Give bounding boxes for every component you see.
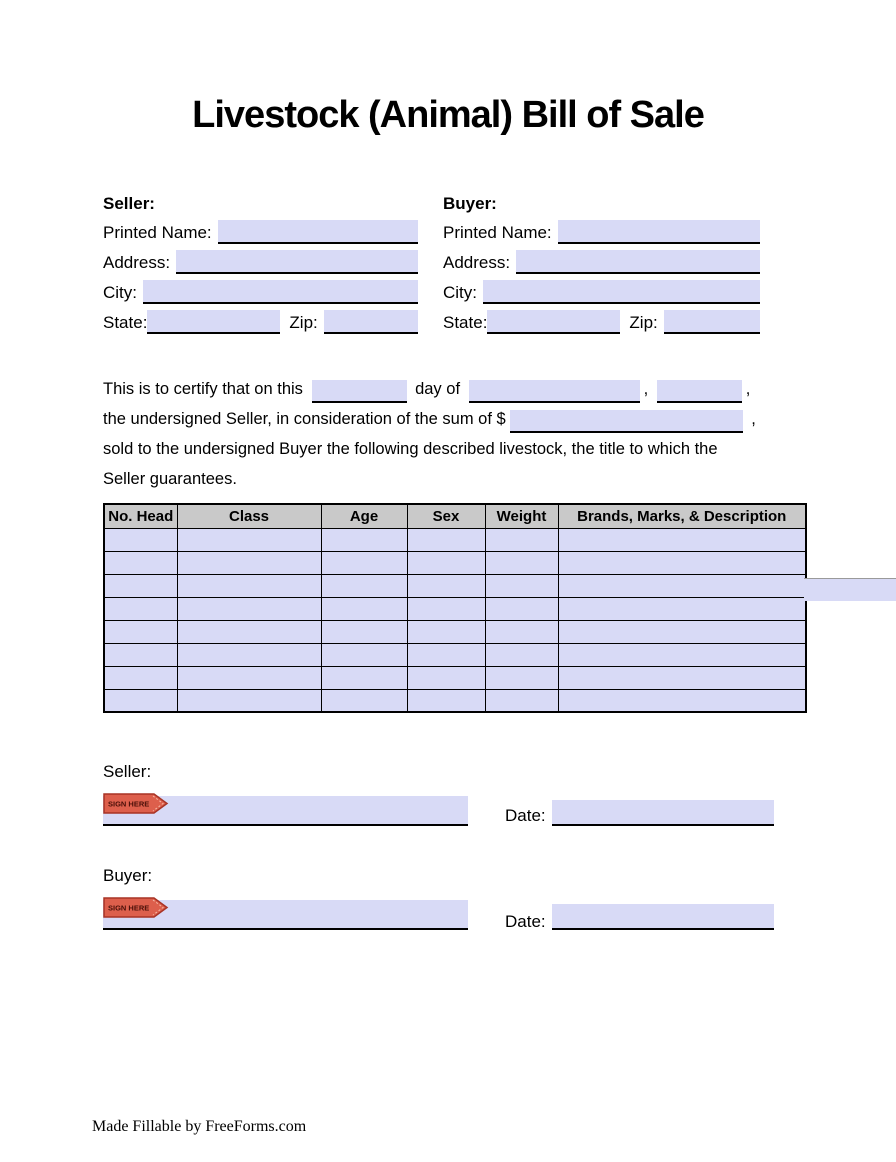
table-cell-field[interactable] (407, 643, 485, 666)
table-cell-field[interactable] (104, 551, 177, 574)
table-cell-field[interactable] (177, 643, 321, 666)
table-cell-field[interactable] (104, 528, 177, 551)
table-cell-field[interactable] (485, 574, 558, 597)
seller-state-label: State: (103, 313, 148, 332)
svg-text:SIGN HERE: SIGN HERE (108, 903, 150, 913)
cert-text: , (643, 380, 653, 398)
seller-city-field[interactable] (143, 280, 418, 304)
buyer-state-label: State: (443, 313, 488, 332)
table-cell-field[interactable] (558, 666, 806, 689)
table-cell-field[interactable] (104, 620, 177, 643)
buyer-state-zip-row (443, 304, 760, 334)
col-header-age: Age (321, 504, 407, 528)
col-header-weight: Weight (485, 504, 558, 528)
table-row (104, 528, 806, 551)
table-cell-field[interactable] (558, 528, 806, 551)
seller-signature-heading: Seller: (103, 762, 152, 781)
table-cell-field[interactable] (177, 551, 321, 574)
seller-signature-field[interactable] (103, 796, 468, 826)
buyer-city-field[interactable] (483, 280, 760, 304)
buyer-city-row (443, 274, 760, 304)
table-cell-field[interactable] (321, 643, 407, 666)
month-field[interactable] (469, 380, 640, 403)
svg-text:SIGN HERE: SIGN HERE (108, 799, 150, 809)
page-title: Livestock (Animal) Bill of Sale (192, 94, 704, 136)
table-cell-field[interactable] (177, 620, 321, 643)
certification-line-1 (103, 372, 819, 402)
table-cell-field[interactable] (177, 666, 321, 689)
seller-address-label: Address: (103, 253, 171, 272)
table-cell-field[interactable] (558, 689, 806, 712)
buyer-zip-label: Zip: (629, 313, 658, 332)
table-cell-field[interactable] (177, 528, 321, 551)
table-cell-field[interactable] (321, 666, 407, 689)
certification-line-3: sold to the undersigned Buyer the following described livestock, the title to which the (103, 440, 718, 458)
col-header-brands: Brands, Marks, & Description (558, 504, 806, 528)
buyer-date-field[interactable] (552, 904, 774, 930)
seller-heading: Seller: (103, 194, 155, 213)
table-cell-field[interactable] (104, 643, 177, 666)
table-cell-field[interactable] (485, 528, 558, 551)
buyer-signature-field[interactable] (103, 900, 468, 930)
buyer-printed-name-row (443, 214, 760, 244)
cert-text: This is to certify that on this (103, 380, 308, 398)
table-cell-field[interactable] (407, 689, 485, 712)
table-cell-field[interactable] (321, 528, 407, 551)
cert-text: , (746, 410, 756, 428)
table-row (104, 666, 806, 689)
buyer-date-label: Date: (505, 912, 546, 931)
sign-here-flag-icon (103, 897, 169, 918)
buyer-address-label: Address: (443, 253, 511, 272)
cert-text: , (745, 380, 751, 398)
footer-credit: Made Fillable by FreeForms.com (92, 1118, 307, 1135)
table-cell-field[interactable] (558, 597, 806, 620)
table-cell-field[interactable] (104, 574, 177, 597)
table-cell-field[interactable] (321, 689, 407, 712)
table-cell-field[interactable] (321, 620, 407, 643)
table-cell-field[interactable] (177, 689, 321, 712)
livestock-table (103, 503, 805, 713)
certification-line-2 (103, 402, 819, 432)
table-cell-field[interactable] (321, 574, 407, 597)
table-cell-field[interactable] (104, 597, 177, 620)
seller-city-label: City: (103, 283, 137, 302)
sum-field[interactable] (510, 410, 743, 433)
livestock-table-body (104, 528, 806, 712)
seller-printed-name-row (103, 214, 418, 244)
table-cell-field[interactable] (177, 574, 321, 597)
seller-printed-name-field[interactable] (218, 220, 418, 244)
seller-zip-label: Zip: (289, 313, 318, 332)
col-header-sex: Sex (407, 504, 485, 528)
seller-printed-name-label: Printed Name: (103, 223, 212, 242)
table-cell-field[interactable] (407, 597, 485, 620)
day-field[interactable] (312, 380, 407, 403)
buyer-signature-heading: Buyer: (103, 866, 153, 885)
table-row (104, 689, 806, 712)
table-cell-field[interactable] (407, 666, 485, 689)
table-cell-field[interactable] (104, 666, 177, 689)
table-cell-field[interactable] (407, 528, 485, 551)
table-cell-field[interactable] (558, 620, 806, 643)
sign-here-flag-icon (103, 793, 169, 814)
table-cell-field[interactable] (407, 551, 485, 574)
table-row (104, 597, 806, 620)
seller-state-zip-row (103, 304, 418, 334)
table-cell-field[interactable] (104, 689, 177, 712)
seller-date-field[interactable] (552, 800, 774, 826)
table-cell-field[interactable] (558, 551, 806, 574)
table-cell-field[interactable] (485, 597, 558, 620)
table-cell-field[interactable] (321, 551, 407, 574)
cert-text: day of (410, 380, 465, 398)
buyer-info-section (443, 194, 760, 334)
row-highlight-overflow (804, 578, 896, 601)
col-header-no-head: No. Head (104, 504, 177, 528)
table-cell-field[interactable] (485, 666, 558, 689)
certification-line-4: Seller guarantees. (103, 470, 237, 488)
year-field[interactable] (657, 380, 742, 403)
table-row (104, 643, 806, 666)
buyer-heading: Buyer: (443, 194, 497, 213)
table-cell-field[interactable] (485, 643, 558, 666)
table-cell-field[interactable] (558, 643, 806, 666)
table-cell-field[interactable] (321, 597, 407, 620)
table-cell-field[interactable] (485, 689, 558, 712)
table-header-row (104, 504, 806, 528)
cert-text: the undersigned Seller, in consideration of the sum of $ (103, 410, 506, 428)
table-row (104, 574, 806, 597)
col-header-class: Class (177, 504, 321, 528)
table-cell-field[interactable] (485, 551, 558, 574)
buyer-printed-name-label: Printed Name: (443, 223, 552, 242)
table-cell-field[interactable] (485, 620, 558, 643)
seller-state-field[interactable] (147, 310, 280, 334)
table-cell-field[interactable] (558, 574, 806, 597)
table-cell-field[interactable] (407, 574, 485, 597)
seller-info-section (103, 194, 418, 334)
table-cell-field[interactable] (407, 620, 485, 643)
table-row (104, 620, 806, 643)
seller-zip-field[interactable] (324, 310, 418, 334)
buyer-state-field[interactable] (487, 310, 620, 334)
buyer-city-label: City: (443, 283, 477, 302)
seller-address-field[interactable] (176, 250, 418, 274)
table-row (104, 551, 806, 574)
buyer-address-row (443, 244, 760, 274)
buyer-zip-field[interactable] (664, 310, 760, 334)
seller-city-row (103, 274, 418, 304)
buyer-address-field[interactable] (516, 250, 760, 274)
table-cell-field[interactable] (177, 597, 321, 620)
buyer-printed-name-field[interactable] (558, 220, 760, 244)
seller-date-label: Date: (505, 806, 546, 825)
certification-paragraph (103, 372, 819, 492)
party-info-section (103, 194, 760, 334)
seller-address-row (103, 244, 418, 274)
